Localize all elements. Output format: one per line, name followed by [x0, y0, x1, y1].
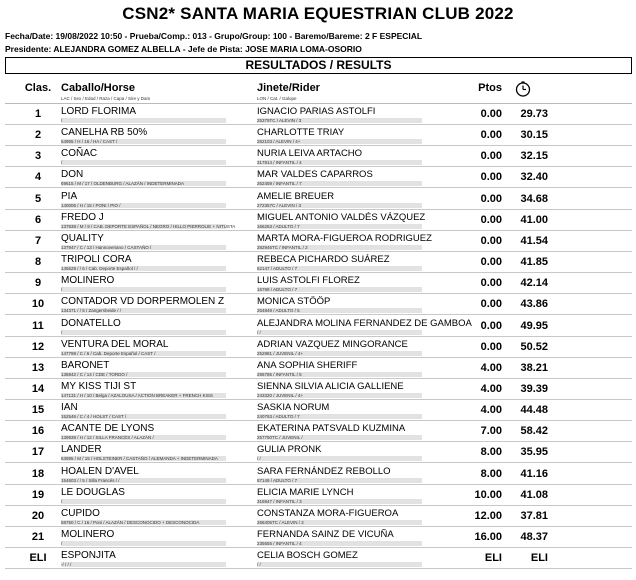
time-cell: 41.08	[520, 488, 548, 501]
rider-details: 282946TC / INFANTIL / 2	[257, 244, 308, 250]
rank-cell: 13	[31, 361, 45, 374]
rider-name: MONICA STÖÖP	[257, 296, 331, 308]
time-cell: 41.54	[520, 234, 548, 247]
horse-name: DON	[61, 169, 84, 181]
rank-cell: 21	[31, 531, 45, 543]
table-row	[0, 294, 636, 315]
horse-details: /	[61, 160, 63, 166]
horse-name: CONTADOR VD DORPERMOLEN Z	[61, 296, 225, 308]
rider-name: NURIA LEIVA ARTACHO	[257, 148, 363, 160]
rider-details: 264849 / ADULTO / 5	[257, 308, 300, 314]
column-subheader-horse: LAC / Sex / Edad / Raza / Capa / Sire y Dam	[61, 96, 151, 101]
rank-cell: 14	[31, 382, 45, 395]
horse-details: 147798 / C / 6 / Cab. Deporte Español / CAST /	[61, 350, 156, 356]
horse-name: LANDER	[61, 444, 102, 456]
horse-details: 58750 / C / 16 / Poni / ALAZÁN / DESCONOCIDO + DESCONOCIDA	[61, 519, 200, 525]
rank-cell: 7	[34, 234, 42, 247]
points-cell: 0.00	[480, 298, 502, 311]
rider-details: 257750TC / JUVENIL /	[257, 435, 303, 441]
table-row	[0, 421, 636, 442]
rider-details: 16799 / ADULTO / 7	[257, 287, 298, 293]
points-cell: 16.00	[474, 531, 502, 543]
rider-details: 243320 / JUVENIL / 4+	[257, 392, 303, 398]
rank-cell: 4	[34, 171, 42, 184]
rider-details: / /	[257, 329, 261, 335]
horse-details: /	[61, 329, 63, 335]
horse-name: DONATELLO	[61, 317, 121, 329]
rider-details: 296786 / INFANTIL / 5	[257, 371, 302, 377]
rider-name: CELIA BOSCH GOMEZ	[257, 550, 358, 562]
clock-icon	[515, 81, 531, 97]
horse-info-bar	[61, 541, 226, 546]
rider-details: / /	[257, 456, 261, 462]
horse-details: 137938 / M / 9 / CAB. DEPORTE ESPAÑOL / NEGRO / HILLO PIERROLIE + NITUSTA	[61, 223, 236, 229]
horse-details: /	[61, 498, 63, 504]
horse-name: CANELHA RB 50%	[61, 127, 148, 139]
rider-name: MIGUEL ANTONIO VALDÉS VÁZQUEZ	[257, 211, 426, 223]
column-header-rider: Jinete/Rider	[257, 82, 320, 94]
column-header-horse: Caballo/Horse	[61, 82, 135, 94]
rider-details: 166263 / ADULTO / 7	[257, 223, 300, 229]
rank-cell: ELI	[29, 552, 47, 565]
table-row	[0, 189, 636, 210]
horse-info-bar	[61, 118, 226, 123]
horse-name: COÑAC	[61, 148, 98, 160]
officials-info: Presidente: ALEJANDRA GOMEZ ALBELLA - Jefe de Pista: JOSE MARIA LOMA-OSORIO	[5, 44, 362, 54]
points-cell: 0.00	[480, 108, 502, 120]
points-cell: 0.00	[480, 277, 502, 290]
horse-name: VENTURA DEL MORAL	[61, 338, 169, 350]
time-cell: 49.95	[520, 319, 548, 332]
table-row	[0, 167, 636, 188]
rank-cell: 19	[31, 488, 45, 501]
rider-name: MAR VALDES CAPARROS	[257, 169, 373, 181]
horse-name: MY KISS TIJI ST	[61, 380, 137, 392]
time-cell: 44.48	[520, 404, 548, 417]
horse-info-bar	[61, 330, 226, 335]
rider-details: 25379TC / ALEVIN / 3	[257, 118, 302, 123]
rider-name: REBECA PICHARDO SUÁREZ	[257, 254, 390, 266]
rider-details: 272357C / ALEVIN / 3	[257, 202, 302, 208]
horse-name: BARONET	[61, 359, 110, 371]
time-cell: ELI	[530, 552, 548, 565]
rank-cell: 2	[34, 129, 42, 142]
time-cell: 42.14	[520, 277, 548, 290]
horse-name: IAN	[61, 402, 78, 414]
points-cell: 8.00	[480, 467, 502, 480]
points-cell: 0.00	[480, 171, 502, 184]
points-cell: 0.00	[480, 192, 502, 205]
rider-name: ANA SOPHIA SHERIFF	[257, 359, 358, 371]
horse-name: TRIPOLI CORA	[61, 254, 132, 266]
row-divider	[5, 568, 632, 569]
rider-details: 268405TC / ALEVIN / 2	[257, 519, 304, 525]
table-row	[0, 210, 636, 231]
horse-details: 63995 / M / 15 / HOLSTEINER / CASTAÑO / ALEMANDA + INDETERMINADA	[61, 456, 218, 462]
rank-cell: 6	[34, 213, 42, 226]
rank-cell: 20	[31, 509, 45, 522]
rider-info-bar	[257, 330, 422, 335]
horse-name: MOLINERO	[61, 529, 115, 540]
time-cell: 38.21	[520, 361, 548, 374]
rank-cell: 9	[34, 277, 42, 290]
rider-details: 235655 / INFANTIL / 4	[257, 541, 302, 546]
table-row	[0, 442, 636, 463]
horse-name: MOLINERO	[61, 275, 115, 287]
time-cell: 48.37	[520, 531, 548, 543]
points-cell: 10.00	[474, 488, 502, 501]
rider-details: 52147 / ADULTO / 7	[257, 266, 298, 272]
time-cell: 34.68	[520, 192, 548, 205]
time-cell: 37.81	[520, 509, 548, 522]
rider-name: EKATERINA PATSVALD KUZMINA	[257, 423, 406, 435]
column-subheader-rider: LON / Cat. / Galope	[257, 96, 297, 101]
points-cell: 4.00	[480, 382, 502, 395]
points-cell: 4.00	[480, 361, 502, 374]
horse-name: PIA	[61, 190, 78, 202]
horse-name: LE DOUGLAS	[61, 486, 125, 498]
horse-details: /	[61, 118, 63, 123]
horse-details: 154603 / / 5 / Silla Francés / /	[61, 477, 120, 483]
points-cell: 0.00	[480, 256, 502, 269]
rank-cell: 17	[31, 446, 45, 459]
table-row	[0, 273, 636, 294]
table-row	[0, 485, 636, 506]
page-title: CSN2* SANTA MARIA EQUESTRIAN CLUB 2022	[122, 4, 514, 23]
table-row	[0, 316, 636, 337]
horse-details: 137947 / C / 13 / Hannoveriano / CASTAÑO /	[61, 244, 152, 250]
table-row	[0, 104, 636, 125]
table-row	[0, 252, 636, 273]
rank-cell: 5	[34, 192, 42, 205]
rider-details: 252981 / JUVENIL / 4+	[257, 350, 303, 356]
rider-name: GULIA PRONK	[257, 444, 322, 456]
time-cell: 32.40	[520, 171, 548, 184]
rider-name: SIENNA SILVIA ALICIA GALLIENE	[257, 380, 404, 392]
time-cell: 41.16	[520, 467, 548, 480]
results-banner: RESULTADOS / RESULTS	[5, 57, 632, 74]
rider-name: CONSTANZA MORA-FIGUEROA	[257, 507, 399, 519]
points-cell: 8.00	[480, 446, 502, 459]
rider-name: ELICIA MARIE LYNCH	[257, 486, 354, 498]
rank-cell: 1	[34, 108, 42, 120]
column-header-points: Ptos	[478, 82, 502, 94]
horse-info-bar	[61, 287, 226, 292]
horse-details: /	[61, 541, 63, 546]
table-row	[0, 358, 636, 379]
time-cell: 58.42	[520, 425, 548, 438]
points-cell: 0.00	[480, 340, 502, 353]
horse-name: ACANTE DE LYONS	[61, 423, 155, 435]
points-cell: 0.00	[480, 319, 502, 332]
time-cell: 35.95	[520, 446, 548, 459]
rank-cell: 18	[31, 467, 45, 480]
rider-name: MARTA MORA-FIGUEROA RODRIGUEZ	[257, 232, 432, 244]
rank-cell: 11	[32, 319, 44, 332]
horse-name: LORD FLORIMA	[61, 106, 137, 117]
rider-info-bar	[257, 456, 422, 461]
horse-info-bar	[61, 499, 226, 504]
rider-name: ADRIAN VAZQUEZ MINGORANCE	[257, 338, 408, 350]
rider-details: 317814 / INFANTIL / 4	[257, 160, 302, 166]
rank-cell: 16	[31, 425, 45, 438]
table-row	[0, 548, 636, 569]
rider-name: ALEJANDRA MOLINA FERNANDEZ DE GAMBOA	[257, 317, 472, 329]
table-row	[0, 146, 636, 167]
points-cell: ELI	[484, 552, 502, 565]
competition-info: Fecha/Date: 19/08/2022 10:50 - Prueba/Comp.: 013 - Grupo/Group: 100 - Baremo/Bareme: 2 F ESPECIAL	[5, 31, 423, 41]
rider-name: SASKIA NORUM	[257, 402, 330, 414]
horse-name: CUPIDO	[61, 507, 100, 519]
points-cell: 4.00	[480, 404, 502, 417]
horse-details: 140006 / H / 15 / PONI / PIO /	[61, 202, 121, 208]
time-cell: 41.85	[520, 256, 548, 269]
rank-cell: 8	[34, 256, 42, 269]
time-cell: 43.86	[520, 298, 548, 311]
horse-details: 147131 / H / 10 / Belga / AZALOUSA / ACTION BREAKER + FRENCH KISS	[61, 392, 213, 398]
horse-details: 54955 / H / 16 / HA / CAST /	[61, 139, 118, 145]
rider-info-bar	[257, 562, 422, 567]
rank-cell: 15	[31, 404, 45, 417]
rider-details: 262459 / INFANTIL / 7	[257, 181, 302, 187]
time-cell: 39.39	[520, 382, 548, 395]
horse-name: QUALITY	[61, 232, 104, 244]
time-cell: 41.00	[520, 213, 548, 226]
horse-details: 145629 / / 6 / Cab. Deporte Español / /	[61, 266, 138, 272]
time-cell: 30.15	[520, 129, 548, 142]
rider-details: 315947 / INFANTIL / 3	[257, 498, 302, 504]
column-header-clas: Clas.	[24, 82, 52, 94]
horse-name: FREDO J	[61, 211, 104, 223]
rider-name: AMELIE BREUER	[257, 190, 335, 202]
table-row	[0, 527, 636, 548]
time-cell: 50.52	[520, 340, 548, 353]
table-row	[0, 337, 636, 358]
horse-details: 136842 / C / 14 / CDE / TORDO /	[61, 371, 128, 377]
horse-details: /	[61, 287, 63, 293]
rider-name: IGNACIO PARIAS ASTOLFI	[257, 106, 376, 117]
points-cell: 0.00	[480, 150, 502, 163]
horse-details: -/ / / /	[61, 562, 72, 568]
points-cell: 7.00	[480, 425, 502, 438]
rider-details: / /	[257, 562, 261, 568]
rider-name: CHARLOTTE TRIAY	[257, 127, 345, 139]
table-row	[0, 379, 636, 400]
horse-name: ESPONJITA	[61, 550, 116, 562]
points-cell: 0.00	[480, 234, 502, 247]
horse-info-bar	[61, 562, 226, 567]
horse-info-bar	[61, 160, 226, 165]
rider-name: FERNANDA SAINZ DE VICUÑA	[257, 529, 394, 540]
rider-details: 87149 / ADULTO / 7	[257, 477, 298, 483]
rank-cell: 12	[31, 340, 45, 353]
rider-name: SARA FERNÁNDEZ REBOLLO	[257, 465, 391, 477]
time-cell: 29.73	[520, 108, 548, 120]
rank-cell: 10	[31, 298, 45, 311]
rider-details: 240763 / ADULTO / 7	[257, 414, 300, 420]
rider-name: LUIS ASTOLFI FLOREZ	[257, 275, 360, 287]
points-cell: 12.00	[474, 509, 502, 522]
table-row	[0, 125, 636, 146]
table-row	[0, 400, 636, 421]
table-row	[0, 464, 636, 485]
horse-details: 134371 / / 5 / Zangersheide / /	[61, 308, 122, 314]
time-cell: 32.15	[520, 150, 548, 163]
horse-details: 69615 / M / 17 / OLDENBURG / ALAZÁN / INDETERMINADA	[61, 181, 185, 187]
points-cell: 0.00	[480, 129, 502, 142]
table-row	[0, 231, 636, 252]
rank-cell: 3	[34, 150, 42, 163]
horse-details: 139939 / H / 12 / SILLA FRANCÉS / ALAZÁN /	[61, 435, 154, 441]
rider-details: 262103 / ALEVIN / 4+	[257, 139, 301, 145]
horse-name: HOALEN D'AVEL	[61, 465, 139, 477]
table-row	[0, 506, 636, 527]
points-cell: 0.00	[480, 213, 502, 226]
horse-details: 152546 / C / 4 / HOLST / CAST /	[61, 414, 127, 420]
